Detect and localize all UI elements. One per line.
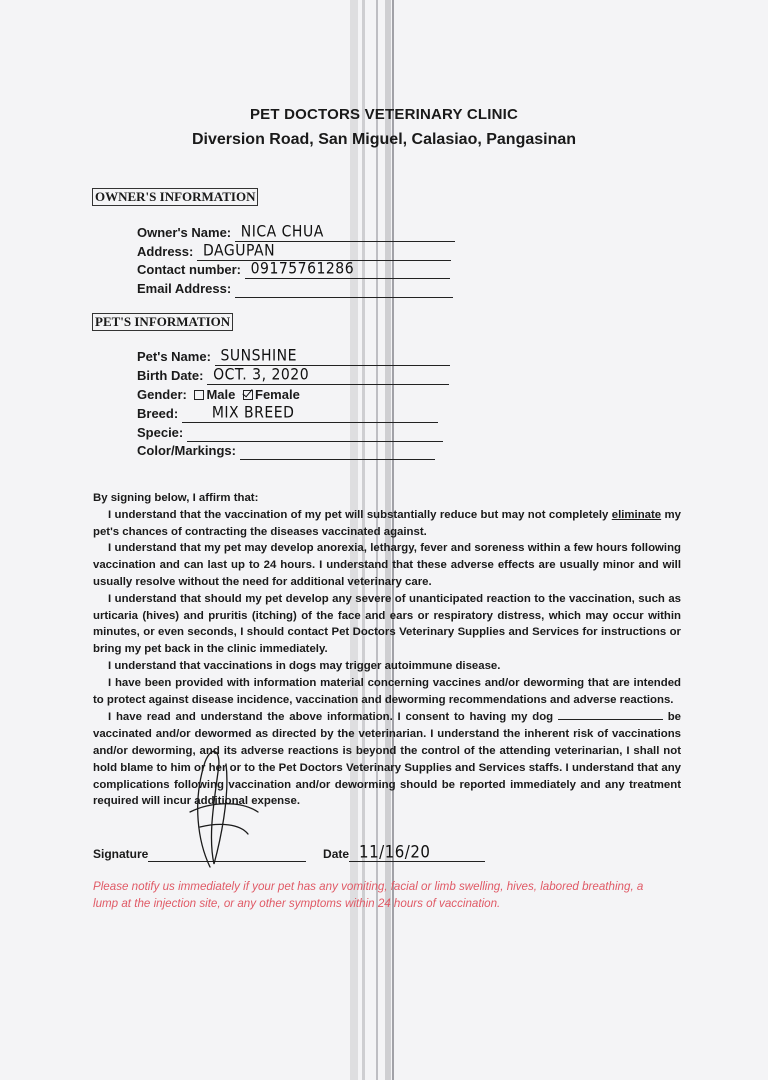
birth-date-line <box>207 368 449 385</box>
breed-field <box>137 405 438 423</box>
consent-p1-text: I understand that the vaccination of my pet will substantially reduce but may not completely <box>108 508 612 521</box>
specie-label: Specie: <box>137 425 184 440</box>
gender-label: Gender: <box>137 387 187 402</box>
gender-male-label: Male <box>206 387 236 402</box>
consent-paragraph-2: I understand that my pet may develop anorexia, lethargy, fever and soreness within a few hours following vaccination and can last up to 24 hours. I understand that these adverse effects are usually minor and will usually resolve without the need for additional veterinary care. <box>93 542 681 588</box>
contact-number-field <box>137 261 450 279</box>
gender-field <box>137 386 300 404</box>
breed-value: MIX BREED <box>211 404 295 422</box>
color-markings-field <box>137 442 435 460</box>
owner-name-field <box>137 224 455 242</box>
birth-date-field <box>137 367 449 385</box>
breed-label: Breed: <box>137 406 179 421</box>
clinic-name: PET DOCTORS VETERINARY CLINIC <box>249 106 519 123</box>
date-value: 11/16/20 <box>359 841 431 863</box>
gender-female-label: Female <box>255 387 300 402</box>
vaccination-notice: Please notify us immediately if your pet has any vomiting, facial or limb swelling, hives, labored breathing, a lump at the injection site, or any other symptoms within 24 hours of vaccination. <box>93 880 644 910</box>
owner-address-label: Address: <box>137 244 194 259</box>
date-line[interactable] <box>349 841 485 863</box>
pet-name-label: Pet's Name: <box>137 349 211 364</box>
date-label: Date <box>323 847 350 861</box>
email-line <box>235 281 453 298</box>
consent-p1-text-end: my pet's chances of contracting the diseases vaccinated against. <box>93 508 681 538</box>
consent-paragraph-4: I understand that vaccinations in dogs may trigger autoimmune disease. <box>108 659 501 672</box>
pet-name-field <box>137 348 450 366</box>
dog-name-blank[interactable] <box>558 708 663 720</box>
consent-paragraph-1 <box>93 507 681 541</box>
specie-field <box>137 424 443 442</box>
color-markings-label: Color/Markings: <box>137 443 236 458</box>
pet-name-line <box>215 349 450 366</box>
consent-p6-text-end: be vaccinated and/or dewormed as directed by the veterinarian. I understand the inherent risk of vaccinations and/or deworming, and its adverse reactions is beyond the control of the attending veterinarian, I shall not hold blame to him or her or to the Pet Doctors Veterinary Supplies and Services staffs. I understand that any complications following vaccination and/or deworming should be reported immediately and any treatment required will incur additional expense. <box>93 711 681 808</box>
pet-name-value: SUNSHINE <box>220 347 297 365</box>
contact-number-value: 09175761286 <box>250 260 355 278</box>
owner-address-value: DAGUPAN <box>202 242 276 260</box>
birth-date-label: Birth Date: <box>137 368 204 383</box>
color-markings-line <box>240 443 435 460</box>
breed-line <box>182 406 438 423</box>
owner-section-title: OWNER'S INFORMATION <box>92 188 258 206</box>
email-field <box>137 280 453 298</box>
gender-male-checkbox[interactable] <box>194 390 204 400</box>
gender-female-checkbox[interactable] <box>243 390 253 400</box>
contact-number-line <box>245 262 450 279</box>
owner-name-line <box>235 225 455 242</box>
signature-label: Signature <box>93 847 149 861</box>
owner-name-value: NICA CHUA <box>240 223 324 241</box>
consent-paragraph-5: I have been provided with information material concerning vaccines and/or deworming that are intended to protect against disease incidence, vaccination and deworming recommendations and adverse reactions. <box>93 676 681 706</box>
consent-paragraph-3: I understand that should my pet develop any severe of unanticipated reaction to the vaccination, such as urticaria (hives) and pruritis (itching) of the face and ears or respiratory distress, which may occur within minutes, or even seconds, I should contact Pet Doctors Veterinary Supplies and Services for instructions or bring my pet back in the clinic immediately. <box>93 592 681 656</box>
owner-name-label: Owner's Name: <box>137 225 232 240</box>
handwritten-signature <box>170 742 270 872</box>
consent-p6-text: I have read and understand the above information. I consent to having my dog <box>108 711 558 724</box>
contact-number-label: Contact number: <box>137 262 241 277</box>
pet-section-title: PET'S INFORMATION <box>92 313 233 331</box>
signature-row <box>93 841 485 863</box>
birth-date-value: OCT. 3, 2020 <box>213 366 310 384</box>
consent-p1-underlined: eliminate <box>611 508 662 521</box>
consent-intro: By signing below, I affirm that: <box>93 492 259 504</box>
email-label: Email Address: <box>137 281 232 296</box>
specie-line <box>187 425 443 442</box>
clinic-address: Diversion Road, San Miguel, Calasiao, Pangasinan <box>191 131 577 148</box>
